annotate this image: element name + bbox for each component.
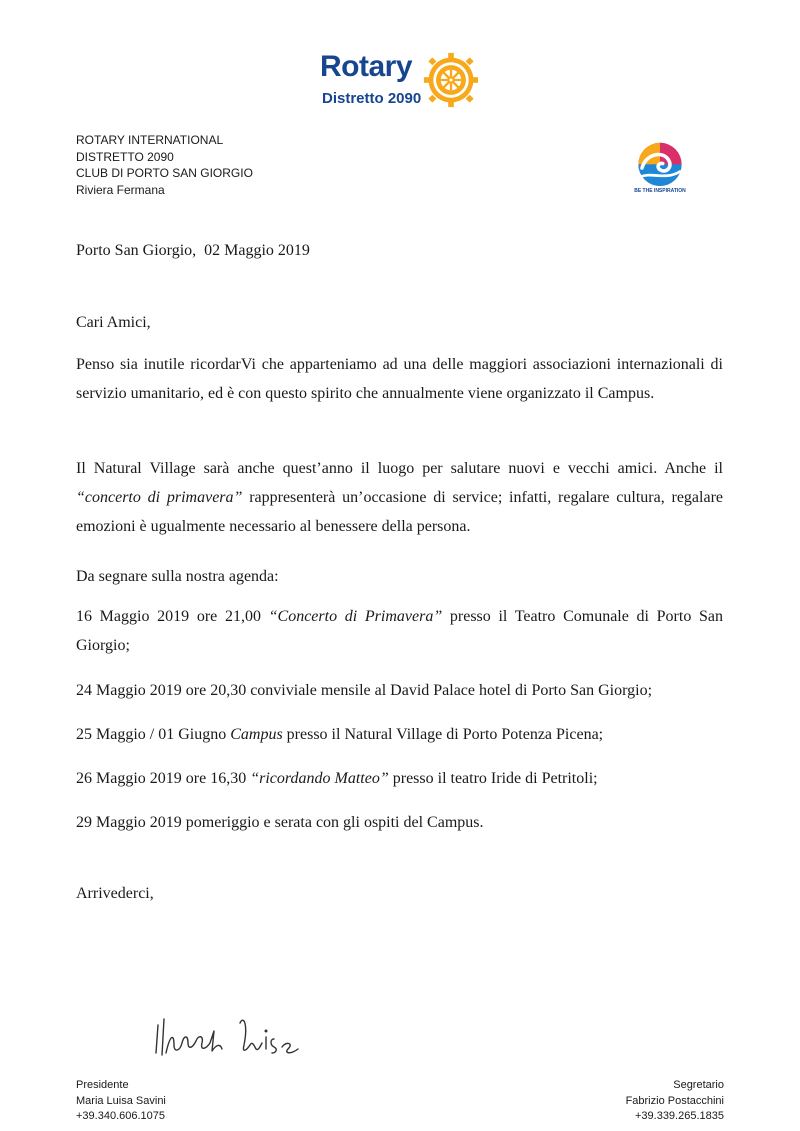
signature [148,1005,308,1065]
club-line-2: DISTRETTO 2090 [76,149,174,164]
district-label: Distretto 2090 [322,90,422,107]
theme-caption: BE THE INSPIRATION [634,188,686,194]
president-block [76,1078,166,1125]
paragraph-text: Il Natural Village sarà anche quest’anno il luogo per salutare nuovi e vecchi amici. Anche il [76,460,723,477]
paragraph-emphasis: “concerto di primavera” [76,489,243,506]
paragraph-intro: Penso sia inutile ricordarVi che apparteniamo ad una delle maggiori associazioni internazionali di servizio umanitario, ed è con questo spirito che annualmente viene organizzato il Campus. [76,356,723,402]
agenda-item [76,720,723,749]
secretary-name: Fabrizio Postacchini [625,1094,724,1107]
agenda-intro: Da segnare sulla nostra agenda: [76,568,279,585]
paragraph-text: rappresenterà un’occasione di service; infatti, regalare cultura, regalare emozioni è ugualmente necessario al benessere della persona. [76,489,723,535]
secretary-block [626,1078,724,1125]
club-line-1: ROTARY INTERNATIONAL [76,133,224,147]
secretary-phone: +39.339.265.1835 [634,1110,724,1122]
rotary-wordmark: Rotary [320,50,413,83]
paragraph-natural-village [76,454,723,541]
greeting: Cari Amici, [76,314,151,331]
agenda-item [76,602,723,660]
agenda-emphasis: “Concerto di Primavera” [268,608,443,625]
agenda-text: 16 Maggio 2019 ore 21,00 [76,608,269,625]
agenda-item [76,764,723,793]
club-line-3: CLUB DI PORTO SAN GIORGIO [76,166,253,180]
club-header [76,132,253,198]
president-name: Maria Luisa Savini [76,1094,166,1107]
secretary-role: Segretario [673,1079,724,1091]
agenda-text: presso il Natural Village di Porto Potenza Picena; [282,726,604,743]
agenda-text: presso il Teatro Comunale di Porto San Giorgio; [76,608,724,654]
rotary-logo [318,50,483,120]
agenda-emphasis: “ricordando Matteo” [250,770,389,787]
rotary-wheel-icon [423,52,479,108]
president-phone: +39.340.606.1075 [76,1110,166,1122]
agenda-text: presso il teatro Iride di Petritoli; [388,770,598,787]
club-line-4: Riviera Fermana [76,182,165,197]
agenda-text: 26 Maggio 2019 ore 16,30 [76,770,251,787]
agenda-item: 29 Maggio 2019 pomeriggio e serata con gli ospiti del Campus. [76,814,484,831]
agenda-emphasis: Campus [230,726,283,743]
agenda-item: 24 Maggio 2019 ore 20,30 conviviale mensile al David Palace hotel di Porto San Giorgio; [76,682,653,699]
letter-date: Porto San Giorgio, 02 Maggio 2019 [76,242,310,259]
agenda-text: 25 Maggio / 01 Giugno [76,726,231,743]
president-role: Presidente [76,1079,129,1091]
closing: Arrivederci, [76,885,154,902]
